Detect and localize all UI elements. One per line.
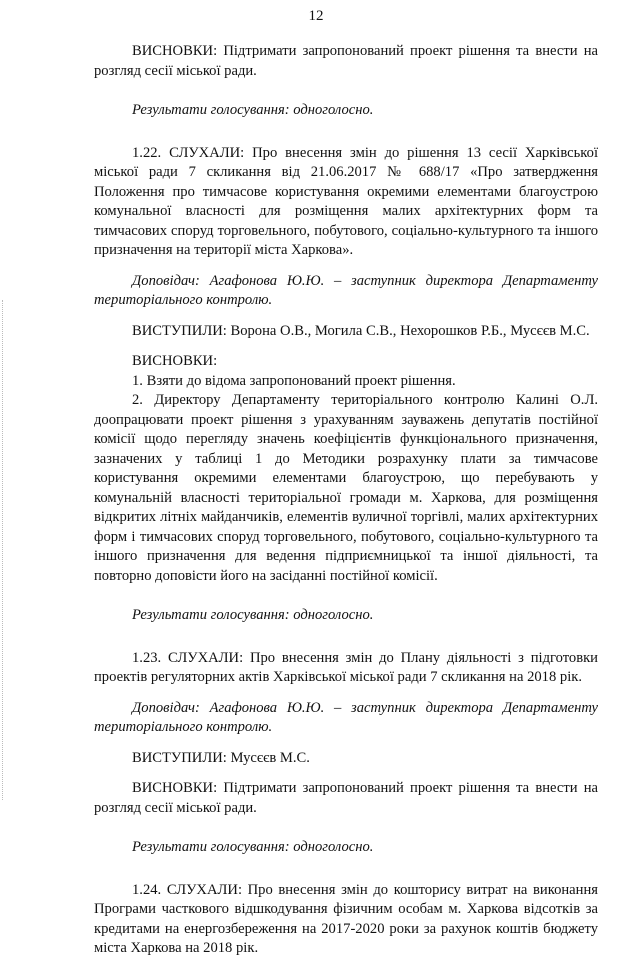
page-number: 12 (308, 8, 324, 24)
voting-result: Результати голосування: одноголосно. (132, 102, 374, 118)
item-1-24-heard: 1.24. СЛУХАЛИ: Про внесення змін до кошторису витрат на виконання Програми часткового відшкодування фізичним особам м. Харкова відсотків за кредитами на енергозбереження на 2017-2020 роки за рахунок коштів бюджету міста Харкова на 2018 рік. (94, 881, 598, 956)
speakers-list: ВИСТУПИЛИ: Мусєєв М.С. (132, 749, 310, 766)
speaker-line: Доповідач: Агафонова Ю.Ю. – заступник директора Департаменту територіального контролю. (94, 272, 598, 308)
conclusion-paragraph: ВИСНОВКИ: Підтримати запропонований проект рішення та внести на розгляд сесії міської ради. (94, 780, 598, 816)
conclusion-paragraph: ВИСНОВКИ: Підтримати запропонований проект рішення та внести на розгляд сесії міської ради. (94, 43, 598, 79)
conclusions-heading: ВИСНОВКИ: (132, 353, 218, 369)
conclusion-item-1: 1. Взяти до відома запропонований проект рішення. (132, 372, 456, 389)
document-body (94, 42, 598, 959)
item-1-23-heard: 1.23. СЛУХАЛИ: Про внесення змін до Плану діяльності з підготовки проектів регуляторних актів Харківської міської ради 7 скликання на 2018 рік. (94, 649, 598, 685)
item-1-22-heard: 1.22. СЛУХАЛИ: Про внесення змін до рішення 13 сесії Харківської міської ради 7 скликання від 21.06.2017 № 688/17 «Про затвердження Положення про тимчасове користування окремими елементами благоустрою комунальної власності для розміщення малих архітектурних форм та тимчасових споруд торговельного, побутового, соціально-культурного та іншого призначення на території міста Харкова». (94, 144, 598, 258)
conclusion-item-2: 2. Директору Департаменту територіального контролю Калині О.Л. доопрацювати проект рішення з урахуванням зауважень депутатів постійної комісії щодо перегляду значень коефіцієнтів функціонального призначення, зазначених у таблиці 1 до Методики розрахунку плати за тимчасове користування окремими елементами благоустрою, що перебувають у комунальній власності територіальної громади м. Харкова, для розміщення відкритих літніх майданчиків, елементів вуличної торгівлі, малих архітектурних форм і тимчасових споруд торговельного, побутового, соціально-культурного та іншого призначення для ведення підприємницької та іншої діяльності, та повторно доповісти його на засіданні постійної комісії. (94, 392, 598, 584)
voting-result: Результати голосування: одноголосно. (132, 839, 374, 855)
speaker-line: Доповідач: Агафонова Ю.Ю. – заступник директора Департаменту територіального контролю. (94, 699, 598, 735)
voting-result: Результати голосування: одноголосно. (132, 607, 374, 623)
speakers-list: ВИСТУПИЛИ: Ворона О.В., Могила С.В., Нехорошков Р.Б., Мусєєв М.С. (132, 322, 590, 339)
scan-edge-marks (2, 300, 6, 800)
